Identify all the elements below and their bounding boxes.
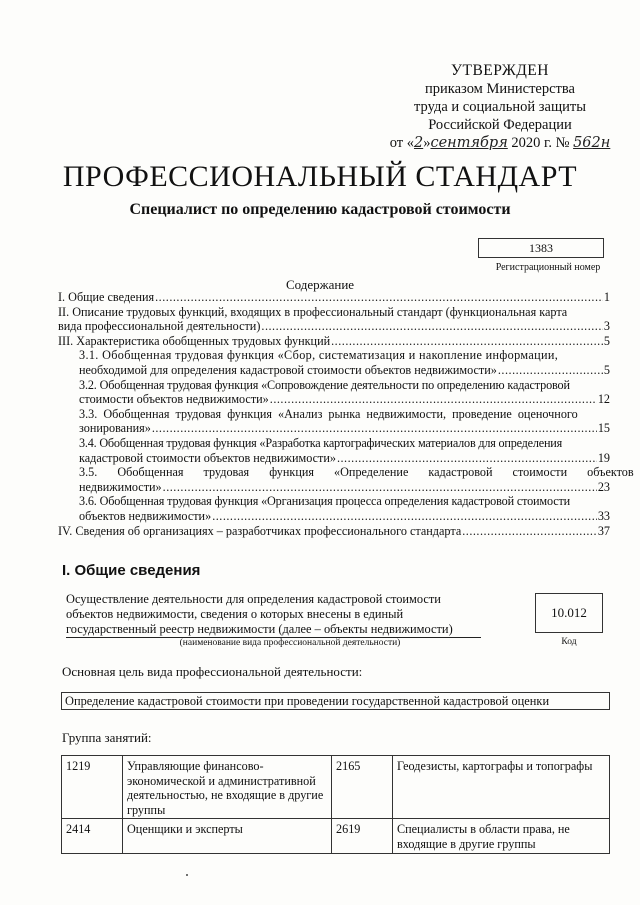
approval-line-3: труда и социальной защиты bbox=[414, 99, 586, 115]
activity-code-box: 10.012 bbox=[535, 593, 603, 633]
occupation-name: Специалисты в области права, не входящие в другие группы bbox=[393, 819, 610, 853]
scan-speck bbox=[186, 874, 188, 876]
approval-line-2: приказом Министерства bbox=[425, 81, 575, 97]
toc-entry[interactable]: 3.2. Обобщенная трудовая функция «Сопровождение деятельности по определению кадастровой стоимости объектов недвижимости» ..... 12 bbox=[79, 378, 610, 407]
approval-date bbox=[380, 134, 620, 152]
occupation-code: 2414 bbox=[62, 819, 123, 853]
code-caption: Код bbox=[561, 637, 577, 647]
document-title: ПРОФЕССИОНАЛЬНЫЙ СТАНДАРТ bbox=[62, 160, 578, 193]
toc-entry[interactable]: 3.3. Обобщенная трудовая функция «Анализ рынка недвижимости, проведение оценочного зонирования» ..... 15 bbox=[79, 407, 610, 436]
toc-entry[interactable]: II. Описание трудовых функций, входящих в профессиональный стандарт (функциональная карта вида профессиональной деятельности) ..... 3 bbox=[58, 305, 610, 334]
occupation-group-label: Группа занятий: bbox=[62, 730, 152, 745]
goal-box: Определение кадастровой стоимости при проведении государственной кадастровой оценки bbox=[61, 692, 610, 710]
toc-heading: Содержание bbox=[285, 277, 355, 292]
approval-block bbox=[380, 62, 620, 152]
toc-entry[interactable]: 3.1. Обобщенная трудовая функция «Сбор, систематизация и накопление информации, необходимой для определения кадастровой стоимости объектов недвижимости» ..... 5 bbox=[79, 348, 610, 377]
occupation-code: 2619 bbox=[332, 819, 393, 853]
occupation-groups-table bbox=[61, 755, 610, 854]
occupation-name: Управляющие финансово-экономической и административной деятельностью, не входящие в другие группы bbox=[123, 756, 332, 819]
registration-number-box: 1383 bbox=[478, 238, 604, 258]
approval-line-4: Российской Федерации bbox=[428, 117, 572, 133]
section-heading: I. Общие сведения bbox=[62, 562, 201, 579]
toc-entry[interactable]: III. Характеристика обобщенных трудовых функций ..... 5 bbox=[58, 334, 610, 349]
occupation-name: Оценщики и эксперты bbox=[123, 819, 332, 853]
toc-entry[interactable]: 3.5. Обобщенная трудовая функция «Определение кадастровой стоимости объектов недвижимости» ..... 23 bbox=[79, 465, 610, 494]
toc-entry[interactable]: IV. Сведения об организациях – разработчиках профессионального стандарта ..... 37 bbox=[58, 524, 610, 539]
goal-label: Основная цель вида профессиональной деятельности: bbox=[62, 664, 363, 679]
date-mid: » bbox=[423, 135, 431, 151]
date-prefix: от « bbox=[389, 135, 414, 151]
date-month: сентября bbox=[430, 135, 508, 151]
registration-caption: Регистрационный номер bbox=[495, 262, 601, 273]
table-of-contents bbox=[58, 290, 634, 538]
toc-entry[interactable]: I. Общие сведения ..... 1 bbox=[58, 290, 610, 305]
order-number: 562н bbox=[573, 135, 611, 151]
table-row bbox=[62, 819, 610, 853]
occupation-code: 2165 bbox=[332, 756, 393, 819]
toc-entry[interactable]: 3.4. Обобщенная трудовая функция «Разработка картографических материалов для определения кадастровой стоимости объектов недвижимости» ..... 19 bbox=[79, 436, 610, 465]
table-row bbox=[62, 756, 610, 819]
activity-name-field: Осуществление деятельности для определения кадастровой стоимости объектов недвижимости, сведения о которых внесены в единый государственный реестр недвижимости (далее – объекты недвижимости) bbox=[66, 592, 481, 638]
date-year: 2020 г. № bbox=[511, 135, 570, 151]
approval-title: УТВЕРЖДЕН bbox=[451, 62, 549, 79]
activity-caption: (наименование вида профессиональной деятельности) bbox=[179, 638, 401, 648]
date-day: 2 bbox=[413, 135, 424, 151]
document-subtitle: Специалист по определению кадастровой стоимости bbox=[129, 201, 511, 218]
occupation-code: 1219 bbox=[62, 756, 123, 819]
toc-entry[interactable]: 3.6. Обобщенная трудовая функция «Организация процесса определения кадастровой стоимости объектов недвижимости» ..... 33 bbox=[79, 494, 610, 523]
occupation-name: Геодезисты, картографы и топографы bbox=[393, 756, 610, 819]
